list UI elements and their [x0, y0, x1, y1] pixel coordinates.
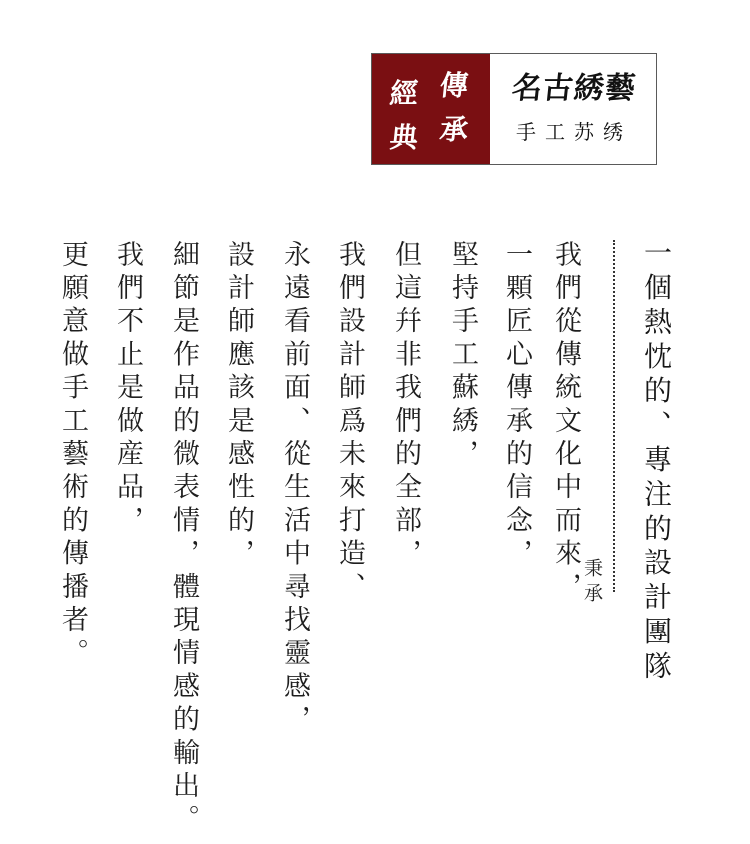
poem-column-6: 永遠看前面、從生活中尋找靈感，	[279, 240, 310, 738]
dotted-divider	[613, 240, 615, 592]
logo-char-3: 經	[388, 77, 420, 110]
poem-column-2: 一顆匠心傳承的信念，	[501, 240, 532, 572]
brand-subtitle: 手工苏绣	[516, 120, 632, 144]
poem-column-4: 但這幷非我們的全部，	[390, 240, 421, 572]
brand-title: 名古綉藝	[510, 71, 638, 106]
brand-badge	[371, 53, 657, 165]
poem-column-3: 堅持手工蘇綉，	[447, 240, 478, 473]
logo-char-4: 典	[388, 121, 420, 154]
poem-column-10: 更願意做手工藝術的傳播者。	[57, 240, 88, 672]
page-title: 一個熱忱的、專注的設計團隊	[640, 238, 673, 686]
poem-column-9: 我們不止是做産品，	[112, 240, 143, 539]
poem-column-5: 我們設計師爲未來打造、	[334, 240, 365, 606]
brand-text-panel	[490, 54, 656, 164]
poem-column-1-tail: 秉承	[581, 558, 603, 608]
logo-char-1: 傳	[438, 69, 470, 102]
poem-column-7: 設計師應該是感性的，	[223, 240, 254, 572]
poem-column-1: 我們從傳統文化中而來，	[550, 240, 581, 606]
brand-logo-seal	[372, 54, 490, 164]
poem-column-8: 細節是作品的微表情，體現情感的輸出。	[168, 240, 199, 838]
logo-char-2: 承	[438, 113, 470, 146]
